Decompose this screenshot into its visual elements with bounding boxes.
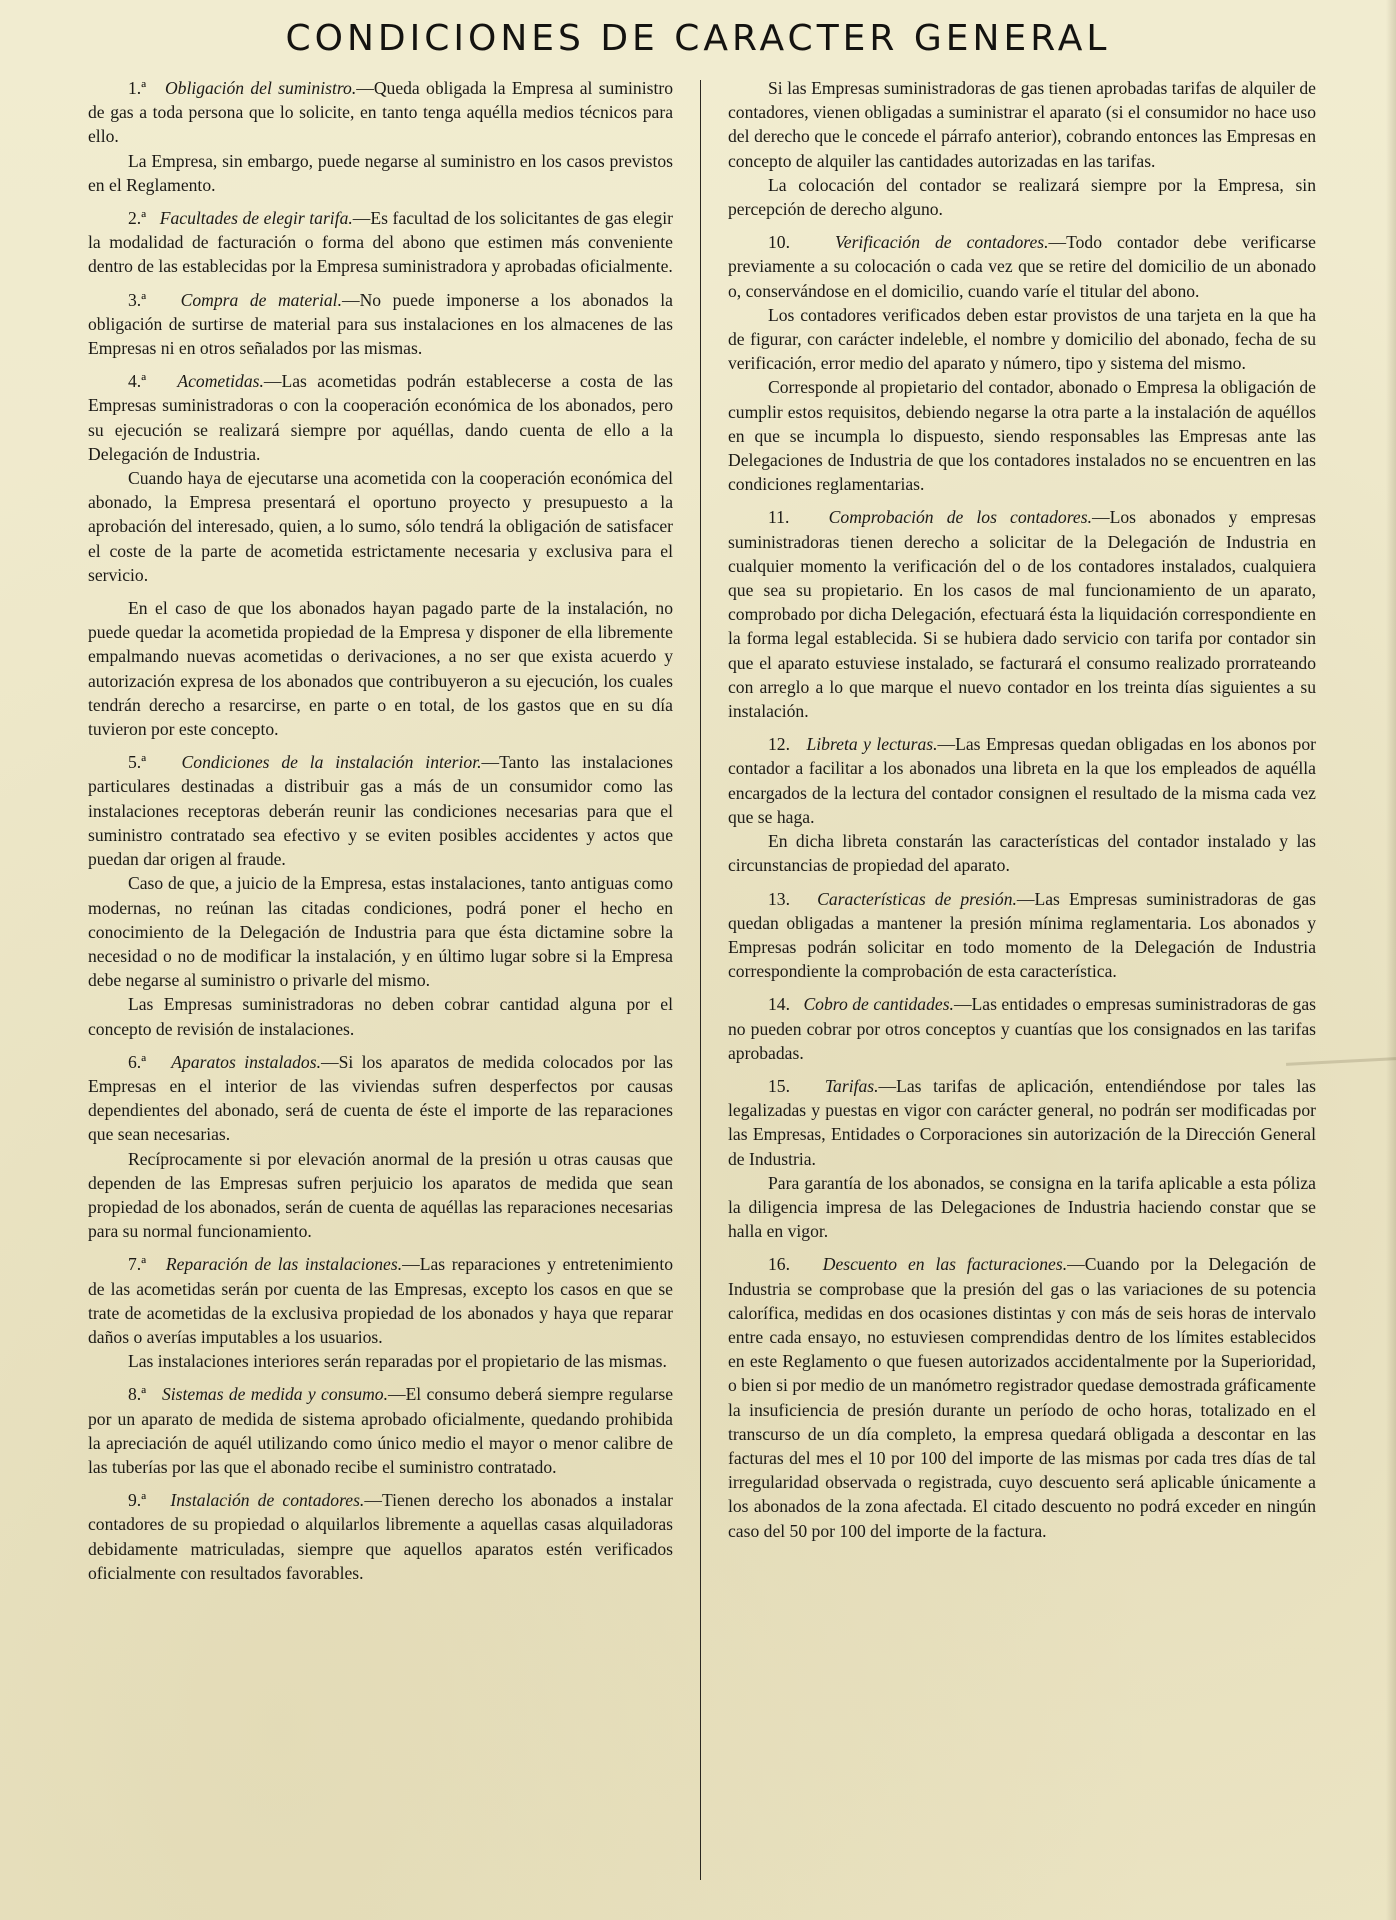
right-column <box>728 76 1316 1543</box>
section-paragraph: Recíprocamente si por elevación anormal de la presión u otras causas que dependen de las Empresas sufren perjuicio los aparatos de medida que sean propiedad de los abonados, serán de cuenta de aquéllas las reparaciones necesarias para su normal funcionamiento. <box>88 1148 673 1242</box>
section-number: 14. <box>768 994 790 1015</box>
section-paragraph: Si las Empresas suministradoras de gas tienen aprobadas tarifas de alquiler de contadores, vienen obligadas a suministrar el aparato (si el consumidor no hace uso del derecho que le concede el párrafo anterior), cobrando entonces las Empresas en concepto de alquiler las cantidades autorizadas en las tarifas. <box>728 78 1316 171</box>
section-text: —Cuando por la Delegación de Industria se comprobase que la presión del gas o las variaciones de su potencia calorífica, medidas en dos ocasiones distintas y con más de seis horas de intervalo entre cada ensayo, no estuviesen comprendidas dentro de los límites establecidos en este Reglamento o que fuesen autorizados accidentalmente por la Superioridad, o bien si por medio de un manómetro registrador quedase demostrada gráficamente la insuficiencia de presión durante un período de ocho horas, totalizado en el transcurso de un día completo, la empresa quedará obligada a descontar en las facturas del mes el 10 por 100 del importe de las mismas por cada tres días de tal irregularidad observada o registrada, cuyo descuento será aplicable únicamente a los abonados de la zona afectada. El citado descuento no podrá exceder en ningún caso del 50 por 100 del importe de la factura. <box>728 1254 1316 1541</box>
section-11 <box>728 505 1316 723</box>
section-heading: Libreta y lecturas. <box>806 734 938 755</box>
section-9 <box>88 1488 673 1585</box>
section-heading: Tarifas. <box>824 1075 879 1096</box>
section-number: 7.ª <box>128 1254 147 1275</box>
section-text: —Las Empresas suministradoras de gas quedan obligadas a mantener la presión mínima reglamentaria. Los abonados y Empresas podrán solicitar en todo momento de la Delegación de Industria correspondiente la comprobación de esta característica. <box>728 888 1316 982</box>
left-column <box>88 76 673 1585</box>
section-number: 6.ª <box>128 1051 147 1072</box>
section-text: —Tienen derecho los abonados a instalar contadores de su propiedad o alquilarlos libremente a aquellas casas alquiladoras debidamente matriculadas, siempre que aquellos aparatos estén verificados oficialmente con resultados favorables. <box>88 1490 673 1583</box>
section-heading: Descuento en las facturaciones. <box>822 1254 1068 1275</box>
section-paragraph <box>728 230 1316 303</box>
section-heading: Características de presión. <box>817 888 1017 909</box>
section-paragraph: La Empresa, sin embargo, puede negarse al suministro en los casos previstos en el Reglamento. <box>88 150 673 195</box>
section-heading: Aparatos instalados. <box>171 1051 321 1072</box>
section-paragraph <box>88 750 673 871</box>
section-paragraph: En dicha libreta constarán las características del contador instalado y las circunstancias de propiedad del aparato. <box>728 831 1316 876</box>
section-2 <box>88 206 673 279</box>
page-title: CONDICIONES DE CARACTER GENERAL <box>285 18 1111 59</box>
section-text: —Las Empresas quedan obligadas en los abonos por contador a facilitar a los abonados una libreta en la que los empleados de aquélla encargados de la lectura del contador consignen el resultado de la misma cada vez que se haga. <box>728 734 1316 827</box>
section-12 <box>728 732 1316 877</box>
section-9-continued <box>728 76 1316 221</box>
section-number: 15. <box>768 1075 790 1096</box>
section-heading: Compra de material. <box>180 289 342 310</box>
section-paragraph <box>88 1252 673 1349</box>
section-text: —Los abonados y empresas suministradoras tienen derecho a solicitar de la Delegación de Industria en cualquier momento la verificación del o de los contadores instalados, cualquiera que sea su propietario. En los casos de mal funcionamiento de un aparato, comprobado por dicha Delegación, efectuará ésta la liquidación correspondiente en la forma legal establecida. Si se hubiera dado servicio con tarifa por contador sin que el aparato estuviese instalado, se facturará el consumo realizado prorrateando con arreglo a lo que marque el nuevo contador en los treinta días siguientes a su instalación. <box>728 507 1317 722</box>
section-paragraph <box>728 1074 1316 1171</box>
section-paragraph <box>728 505 1316 723</box>
section-text: —Queda obligada la Empresa al suministro de gas a toda persona que lo solicite, en tanto tenga aquélla medios técnicos para ello. <box>88 78 673 147</box>
section-paragraph <box>728 1252 1316 1542</box>
section-1 <box>88 76 673 197</box>
section-7 <box>88 1252 673 1373</box>
section-text: —Las reparaciones y entretenimiento de las acometidas serán por cuenta de las Empresas, excepto los casos en que se trate de acometidas de la exclusiva propiedad de los abonados y haya que reparar daños o averías imputables a los usuarios. <box>88 1254 673 1347</box>
column-divider <box>700 80 701 1880</box>
section-paragraph <box>88 1488 673 1585</box>
section-14 <box>728 992 1316 1065</box>
section-text: —Es facultad de los solicitantes de gas elegir la modalidad de facturación o forma del abono que estimen más conveniente dentro de las establecidas por la Empresa suministradora y aprobadas oficialmente. <box>88 208 673 277</box>
section-15 <box>728 1074 1316 1243</box>
section-paragraph: Cuando haya de ejecutarse una acometida con la cooperación económica del abonado, la Empresa presentará el oportuno proyecto y presupuesto a la aprobación del interesado, quien, a lo sumo, sólo tendrá la obligación de satisfacer el coste de la parte de acometida estrictamente necesaria y exclusiva para el servicio. <box>88 468 673 585</box>
section-heading: Verificación de contadores. <box>834 232 1049 253</box>
section-text: —Las entidades o empresas suministradoras de gas no pueden cobrar por otros conceptos y cuantías que los consignados en las tarifas aprobadas. <box>728 994 1316 1063</box>
section-paragraph <box>728 992 1316 1065</box>
section-heading: Condiciones de la instalación interior. <box>181 752 482 773</box>
section-8 <box>88 1382 673 1479</box>
section-number: 5.ª <box>128 752 147 773</box>
section-paragraph: Los contadores verificados deben estar provistos de una tarjeta en la que ha de figurar, con carácter indeleble, el nombre y domicilio del abonado, fecha de su verificación, error medio del aparato y número, tipo y sistema del mismo. <box>728 304 1316 374</box>
section-paragraph <box>88 288 673 361</box>
section-number: 12. <box>768 734 790 755</box>
section-paragraph: La colocación del contador se realizará siempre por la Empresa, sin percepción de derecho alguno. <box>728 174 1316 220</box>
section-paragraph <box>88 369 673 466</box>
section-paragraph: Corresponde al propietario del contador, abonado o Empresa la obligación de cumplir estos requisitos, debiendo negarse la otra parte a la instalación de aquéllos en que se incumpla lo dispuesto, siendo responsables las Empresas ante las Delegaciones de Industria de que los contadores instalados no se encuentren en las condiciones reglamentarias. <box>728 377 1316 495</box>
section-paragraph <box>88 76 673 149</box>
section-paragraph: En el caso de que los abonados hayan pagado parte de la instalación, no puede quedar la acometida propiedad de la Empresa y disponer de ella libremente empalmando nuevas acometidas o derivaciones, a no ser que exista acuerdo y autorización expresa de los abonados que contribuyeron a su ejecución, los cuales tendrán derecho a resarcirse, en parte o en total, de los gastos que en su día tuvieron por este concepto. <box>88 598 673 740</box>
section-4 <box>88 369 673 741</box>
section-paragraph <box>88 1382 673 1479</box>
section-heading: Comprobación de los contadores. <box>828 507 1092 528</box>
section-number: 8.ª <box>128 1384 147 1405</box>
section-number: 11. <box>768 507 790 528</box>
section-text: —Las acometidas podrán establecerse a costa de las Empresas suministradoras o con la cooperación económica de los abonados, pero su ejecución se realizará siempre por aquéllas, dando cuenta de ello a la Delegación de Industria. <box>88 371 673 464</box>
section-heading: Cobro de cantidades. <box>803 994 954 1015</box>
section-heading: Reparación de las instalaciones. <box>165 1254 403 1275</box>
section-paragraph: Caso de que, a juicio de la Empresa, estas instalaciones, tanto antiguas como modernas, no reúnan las citadas condiciones, podrá poner el hecho en conocimiento de la Delegación de Industria para que ésta dictamine sobre la necesidad o no de modificar la instalación, y en último lugar sobre si la Empresa debe negarse al suministro o privarle del mismo. <box>88 873 673 991</box>
section-paragraph <box>88 1050 673 1147</box>
section-3 <box>88 288 673 361</box>
section-number: 9.ª <box>128 1490 147 1511</box>
section-number: 16. <box>768 1254 790 1275</box>
section-6 <box>88 1050 673 1244</box>
section-text: —Si los aparatos de medida colocados por las Empresas en el interior de las viviendas sufren desperfectos por causas dependientes del abonado, será de cuenta de éste el importe de las reparaciones que sean necesarias. <box>88 1051 673 1145</box>
section-number: 2.ª <box>128 208 147 229</box>
section-heading: Sistemas de medida y consumo. <box>162 1384 388 1405</box>
section-number: 13. <box>768 888 790 909</box>
section-text: —Las tarifas de aplicación, entendiéndose por tales las legalizadas y puestas en vigor con carácter general, no podrán ser modificadas por las Empresas, Entidades o Corporaciones sin autorización de la Dirección General de Industria. <box>728 1075 1316 1169</box>
section-text: —No puede imponerse a los abonados la obligación de surtirse de material para sus instalaciones en los almacenes de las Empresas ni en otros señalados por las mismas. <box>88 289 673 359</box>
paper-edge-shadow <box>1386 0 1396 1920</box>
section-text: —El consumo deberá siempre regularse por un aparato de medida de sistema aprobado oficialmente, quedando prohibida la apreciación de aquél utilizando como único medio el mayor o menor calibre de las tuberías por las que el abonado recibe el suministro contratado. <box>88 1384 674 1477</box>
section-heading: Obligación del suministro. <box>164 78 357 98</box>
section-16 <box>728 1252 1316 1542</box>
section-number: 10. <box>768 232 790 253</box>
section-paragraph: Para garantía de los abonados, se consigna en la tarifa aplicable a esta póliza la diligencia impresa de las Delegaciones de Industria haciendo constar que se halla en vigor. <box>728 1172 1316 1242</box>
section-text: —Tanto las instalaciones particulares destinadas a distribuir gas a más de un consumidor como las instalaciones receptoras deberán reunir las condiciones necesarias para que el suministro contratado sea efectivo y se eviten posibles accidentes y actos que puedan dar origen al fraude. <box>88 752 673 870</box>
section-paragraph: Las Empresas suministradoras no deben cobrar cantidad alguna por el concepto de revisión de instalaciones. <box>88 994 673 1039</box>
section-text: —Todo contador debe verificarse previamente a su colocación o cada vez que se retire del domicilio de un abonado o, conservándose en el domicilio, cuando varíe el titular del abono. <box>728 232 1316 301</box>
section-paragraph: Las instalaciones interiores serán reparadas por el propietario de las mismas. <box>128 1351 667 1372</box>
section-heading: Facultades de elegir tarifa. <box>159 208 353 229</box>
section-paragraph <box>88 206 673 279</box>
section-heading: Acometidas. <box>177 371 264 392</box>
section-paragraph <box>728 732 1316 829</box>
section-10 <box>728 230 1316 496</box>
section-5 <box>88 750 673 1040</box>
section-number: 3.ª <box>128 289 147 310</box>
section-13 <box>728 887 1316 984</box>
section-number: 4.ª <box>128 371 147 392</box>
section-number: 1.ª <box>128 78 147 98</box>
section-heading: Instalación de contadores. <box>170 1490 365 1511</box>
section-paragraph <box>728 887 1316 984</box>
